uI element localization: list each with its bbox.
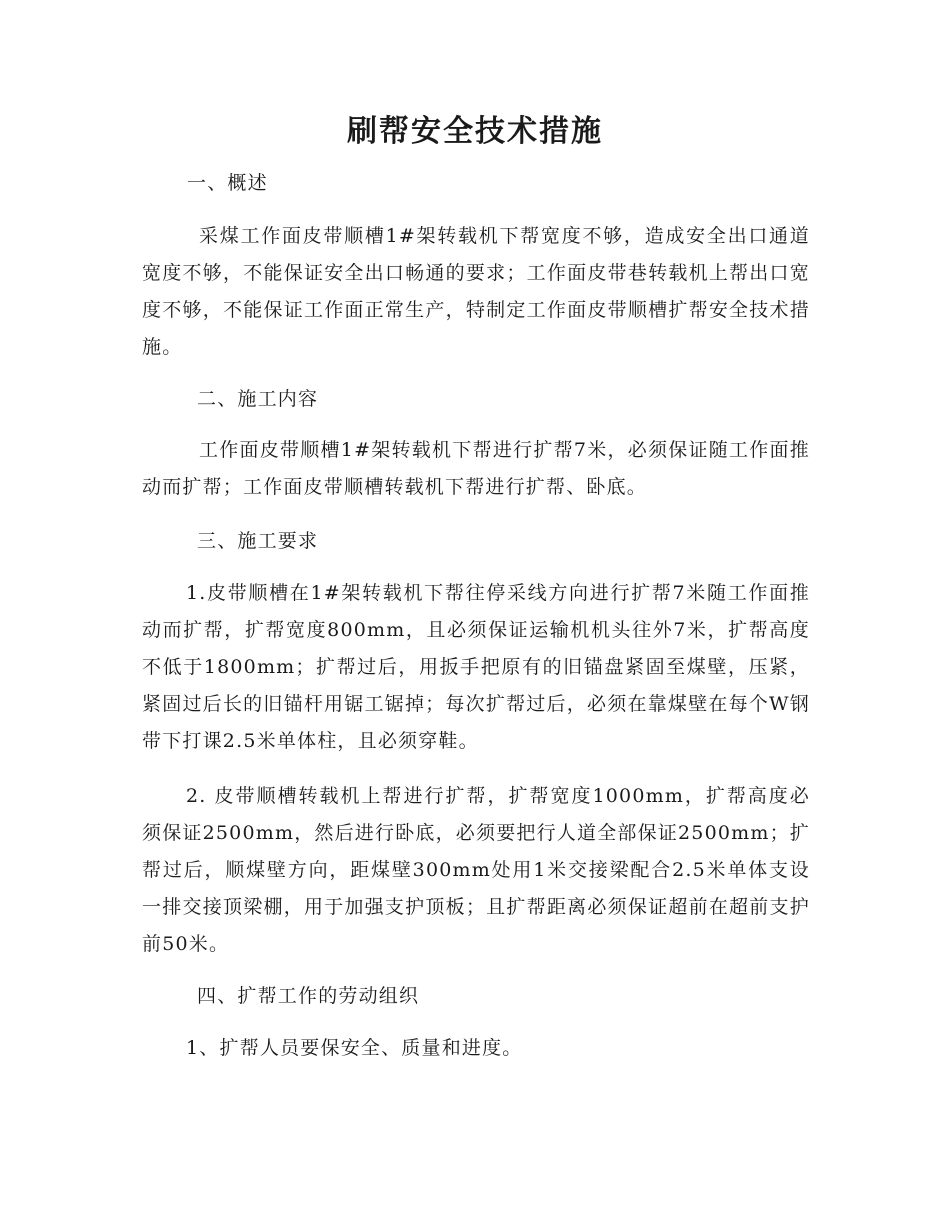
section-heading-labor-organization: 四、扩帮工作的劳动组织 <box>197 985 420 1007</box>
requirement-item-1: 1.皮带顺槽在1#架转载机下帮往停采线方向进行扩帮7米随工作面推动而扩帮，扩帮宽度800mm，且必须保证运输机机头往外7米，扩帮高度不低于1800mm；扩帮过后，用扳手把原有的旧锚盘紧固至煤壁，压紧，紧固过后长的旧锚杆用锯工锯掉；每次扩帮过后，必须在靠煤壁在每个W钢带下打课2.5米单体柱，且必须穿鞋。 <box>142 582 810 752</box>
labor-organization-item-1: 1、扩帮人员要保安全、质量和进度。 <box>186 1037 523 1059</box>
requirement-item-2: 2. 皮带顺槽转载机上帮进行扩帮，扩帮宽度1000mm，扩帮高度必须保证2500mm，然后进行卧底，必须要把行人道全部保证2500mm；扩帮过后，顺煤壁方向，距煤壁300mm处用1米交接梁配合2.5米单体支设一排交接顶梁棚，用于加强支护顶板；且扩帮距离必须保证超前在超前支护前50米。 <box>142 785 810 955</box>
construction-content-paragraph: 工作面皮带顺槽1#架转载机下帮进行扩帮7米，必须保证随工作面推动而扩帮；工作面皮带顺槽转载机下帮进行扩帮、卧底。 <box>142 439 810 498</box>
overview-paragraph: 采煤工作面皮带顺槽1#架转载机下帮宽度不够，造成安全出口通道宽度不够，不能保证安全出口畅通的要求；工作面皮带巷转载机上帮出口宽度不够，不能保证工作面正常生产，特制定工作面皮带顺槽扩帮安全技术措施。 <box>142 225 810 358</box>
document-title: 刷帮安全技术措施 <box>347 114 603 149</box>
section-heading-construction-requirements: 三、施工要求 <box>197 530 319 552</box>
section-heading-construction-content: 二、施工内容 <box>197 388 319 410</box>
section-heading-overview: 一、概述 <box>187 172 268 194</box>
